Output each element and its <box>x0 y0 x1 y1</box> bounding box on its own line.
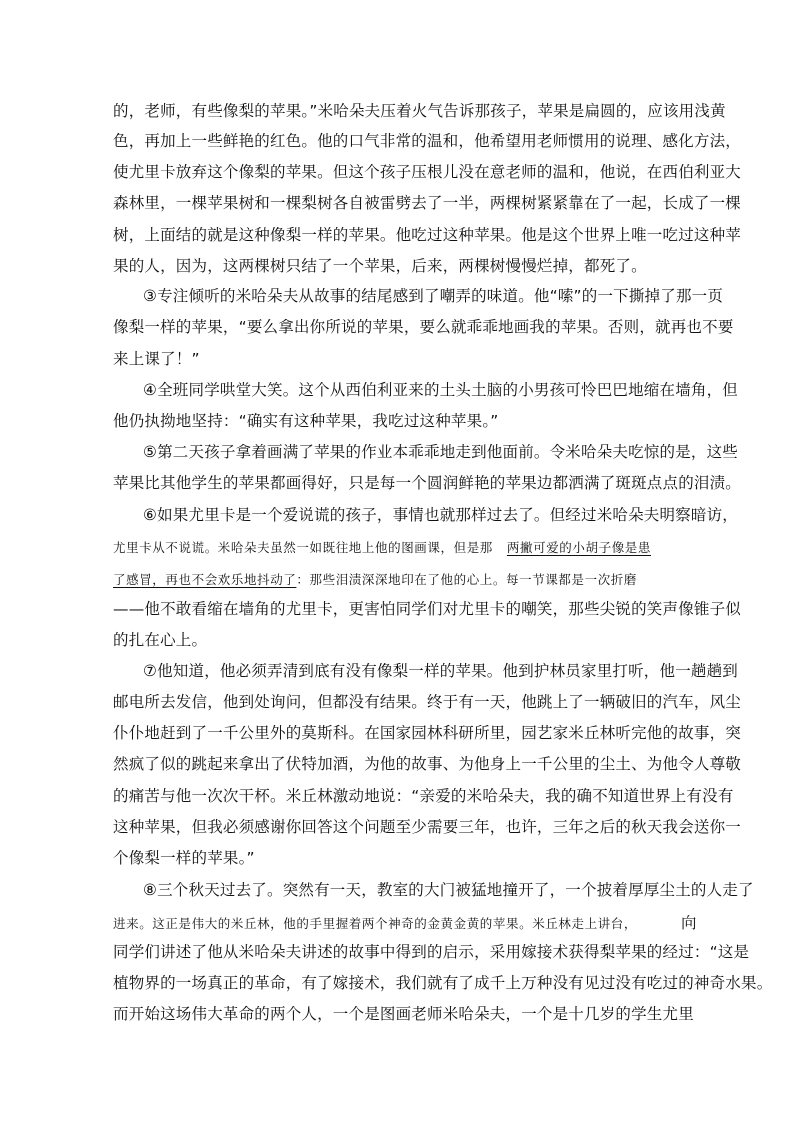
text-line: 仆仆地赶到了一千公里外的莫斯科。在国家园林科研所里，园艺家米丘林听完他的故事，突 <box>113 724 742 742</box>
text-line: 的扎在心上。 <box>113 631 208 649</box>
text-line: 果的人，因为，这两棵树只结了一个苹果，后来，两棵树慢慢烂掉，都死了。 <box>113 257 647 275</box>
text-line: 来上课了！” <box>113 350 200 368</box>
text-line: 树，上面结的就是这种像梨一样的苹果。他吃过这种苹果。他是这个世界上唯一吃过这种苹 <box>113 226 742 244</box>
paragraph-6-start: ⑥如果尤里卡是一个爱说谎的孩子，事情也就那样过去了。但经过米哈朵夫明察暗访， <box>143 506 738 524</box>
paragraph-3-start: ③专注倾听的米哈朵夫从故事的结尾感到了嘲弄的味道。他“嗦”的一下撕掉了那一页 <box>143 287 724 305</box>
text-segment: ：那些泪渍深深地印在了他的心上。每一节课都是一次折磨 <box>296 572 638 587</box>
paragraph-4-start: ④全班同学哄堂大笑。这个从西伯利亚来的土头土脑的小男孩可怜巴巴地缩在墙角，但 <box>143 381 738 399</box>
text-segment: 进来。这正是伟大的米丘林，他的手里握着两个神奇的金黄金黄的苹果。米丘林走上讲台， <box>113 916 638 931</box>
text-line <box>113 538 651 558</box>
text-line <box>113 570 637 590</box>
text-line: ——他不敢看缩在墙角的尤里卡，更害怕同学们对尤里卡的嘲笑，那些尖锐的笑声像锥子似 <box>113 600 742 618</box>
text-segment: 尤里卡从不说谎。米哈朵夫虽然一如既往地上他的图画课，但是那 <box>113 540 493 555</box>
text-line: 的，老师，有些像梨的苹果。”米哈朵夫压着火气告诉那孩子，苹果是扁圆的，应该用浅黄 <box>113 102 726 120</box>
underlined-phrase: 两撇可爱的小胡子像是患 <box>506 540 652 555</box>
text-segment: 向 <box>681 914 697 932</box>
text-line: 色，再加上一些鲜艳的红色。他的口气非常的温和，他希望用老师惯用的说理、感化方法， <box>113 132 742 150</box>
text-line: 个像梨一样的苹果。” <box>113 849 255 867</box>
text-line: 森林里，一棵苹果树和一棵梨树各自被雷劈去了一半，两棵树紧紧靠在了一起，长成了一棵 <box>113 194 742 212</box>
text-line: 同学们讲述了他从米哈朵夫讲述的故事中得到的启示，采用嫁接术获得梨苹果的经过：“这是 <box>113 943 750 961</box>
text-line: 这种苹果，但我必须感谢你回答这个问题至少需要三年，也许，三年之后的秋天我会送你一 <box>113 818 742 836</box>
text-line: 植物界的一场真正的革命，有了嫁接术，我们就有了成千上万种没有见过没有吃过的神奇水果。 <box>113 974 773 992</box>
text-line: 的痛苦与他一次次干杯。米丘林激动地说：“亲爱的米哈朵夫，我的确不知道世界上有没有 <box>113 787 734 805</box>
text-line: 他仍执拗地坚持：“确实有这种苹果，我吃过这种苹果。” <box>113 412 499 430</box>
text-line <box>113 913 697 934</box>
paragraph-5-start: ⑤第二天孩子拿着画满了苹果的作业本乖乖地走到他面前。令米哈朵夫吃惊的是，这些 <box>143 443 738 461</box>
text-line: 邮电所去发信，他到处询问，但都没有结果。终于有一天，他跳上了一辆破旧的汽车，风尘 <box>113 693 742 711</box>
text-line: 苹果比其他学生的苹果都画得好，只是每一个圆润鲜艳的苹果边都洒满了斑斑点点的泪渍。 <box>113 474 742 492</box>
text-line: 而开始这场伟大革命的两个人，一个是图画老师米哈朵夫，一个是十几岁的学生尤里 <box>113 1005 694 1023</box>
underlined-phrase: 了感冒，再也不会欢乐地抖动了 <box>113 572 297 587</box>
text-line: 使尤里卡放弃这个像梨的苹果。但这个孩子压根儿没在意老师的温和，他说，在西伯利亚大 <box>113 163 742 181</box>
text-line: 然疯了似的跳起来拿出了伏特加酒，为他的故事、为他身上一千公里的尘土、为他令人尊敬 <box>113 755 742 773</box>
paragraph-7-start: ⑦他知道，他必须弄清到底有没有像梨一样的苹果。他到护林员家里打听，他一趟趟到 <box>143 662 738 680</box>
paragraph-8-start: ⑧三个秋天过去了。突然有一天，教室的大门被猛地撞开了，一个披着厚厚尘土的人走了 <box>143 881 754 899</box>
text-line: 像梨一样的苹果，“要么拿出你所说的苹果，要么就乖乖地画我的苹果。否则，就再也不要 <box>113 318 734 336</box>
